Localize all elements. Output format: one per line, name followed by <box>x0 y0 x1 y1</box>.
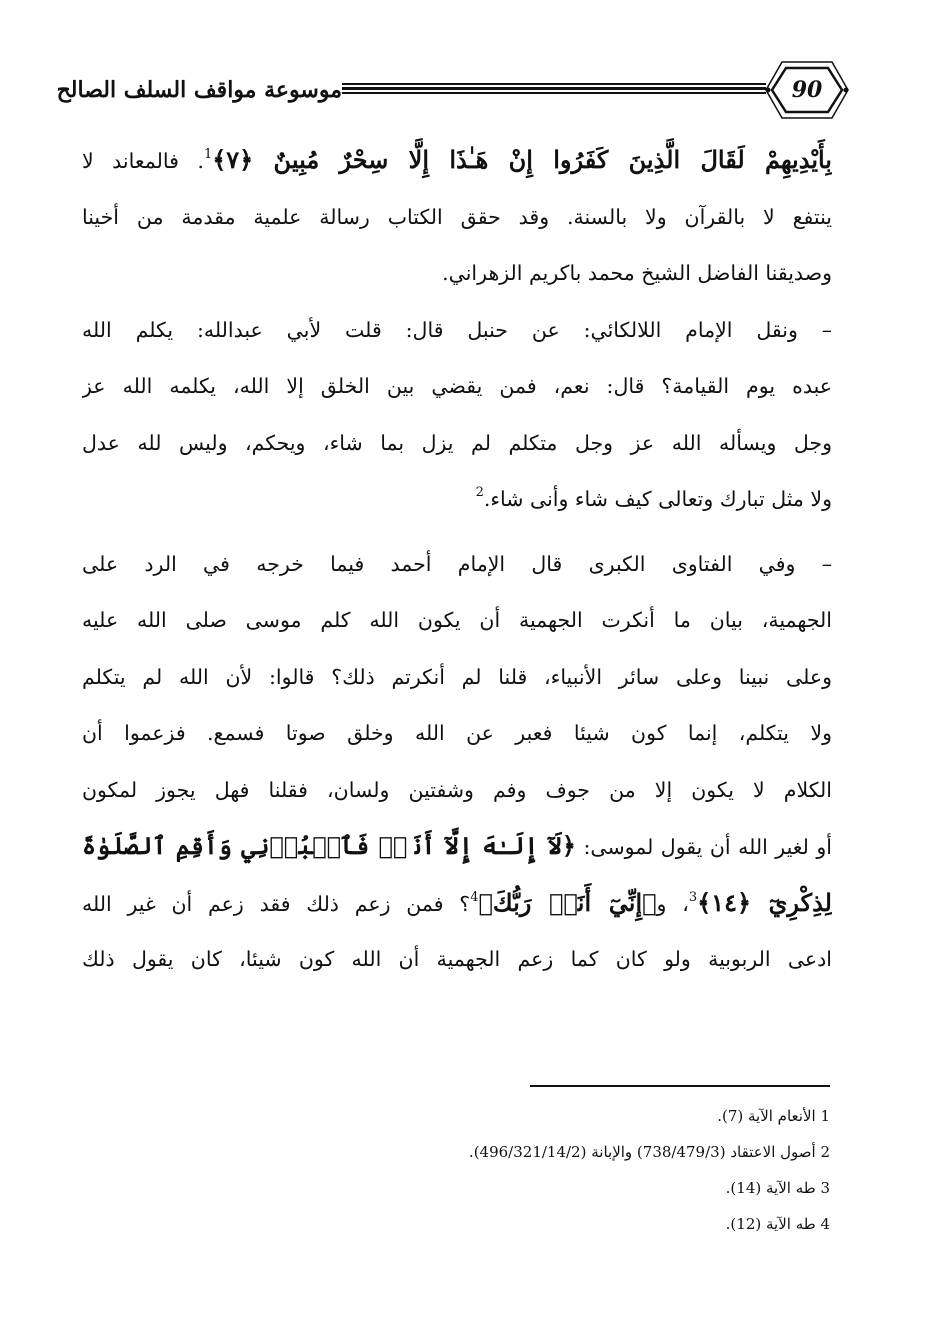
text-fragment: . فالمعاند لا <box>82 149 204 173</box>
text-line-3: وصديقنا الفاضل الشيخ محمد باكريم الزهراني. <box>442 261 832 285</box>
footnote-ref: 1 <box>203 147 213 162</box>
page-number-badge <box>764 56 850 124</box>
text-line-4: – ونقل الإمام اللالكائي: عن حنبل قال: قلت لأبي عبدالله: يكلم الله <box>82 317 832 342</box>
header-rule <box>342 83 766 95</box>
footnotes <box>300 1098 830 1242</box>
footnote-1: 1 الأنعام الآية (7). <box>717 1107 830 1125</box>
text-line-12: الكلام لا يكون إلا من جوف وفم وشفتين ولسان، فقلنا فهل يجوز لمكون <box>82 777 832 802</box>
text-line-14 <box>82 875 832 932</box>
text-line-2: ينتفع لا بالقرآن ولا بالسنة. وقد حقق الكتاب رسالة علمية مقدمة من أخينا <box>82 204 832 229</box>
quran-verse: ﴿لَآ إِلَـٰهَ إِلَّآ أَنَا۠ فَٱعۡبُدۡنِي وَأَقِمِ ٱلصَّلَوٰةَ <box>82 831 576 860</box>
text-line-9: الجهمية، بيان ما أنكرت الجهمية أن يكون الله كلم موسى صلى الله عليه <box>82 608 832 632</box>
footnote-ref: 4 <box>470 889 479 905</box>
text-line-13 <box>82 818 832 875</box>
text-fragment: أو لغير الله أن يقول لموسى: <box>583 835 832 859</box>
footnote-ref: 2 <box>475 485 484 500</box>
footnote-ref: 3 <box>688 889 698 905</box>
text-line-5: عبده يوم القيامة؟ قال: نعم، فمن يقضي بين الخلق إلا الله، يكلمه الله عز <box>82 374 832 398</box>
text-line-1 <box>82 132 832 189</box>
page-number: 90 <box>791 77 823 103</box>
quran-verse: ﴿إِنِّيٓ أَنَا۠ رَبُّكَ﴾ <box>478 887 657 917</box>
book-title: موسوعة مواقف السلف الصالح <box>56 77 342 103</box>
page-header <box>56 56 850 136</box>
text-line-8: – وفي الفتاوى الكبرى قال الإمام أحمد فيما خرجه في الرد على <box>82 551 832 576</box>
footnote-4: 4 طه الآية (12). <box>725 1215 830 1233</box>
text-line-7 <box>82 471 832 528</box>
text-line-15: ادعى الربوبية ولو كان كما زعم الجهمية أن الله كون شيئا، كان يقول ذلك <box>82 947 832 971</box>
body-text <box>82 132 832 988</box>
quran-verse: بِأَيْدِيهِمْ لَقَالَ الَّذِينَ كَفَرُوا إِنْ هَـٰذَا إِلَّا سِحْرٌ مُبِينٌ ﴿٧﴾ <box>212 145 832 174</box>
footnote-separator <box>530 1085 830 1087</box>
footnote-2: 2 أصول الاعتقاد (738/479/3) والإبانة (496/321/14/2). <box>468 1143 830 1161</box>
quran-verse: لِذِكْرِيٓ ﴿١٤﴾ <box>697 887 832 917</box>
text-line-10: وعلى نبينا وعلى سائر الأنبياء، قلنا لم أنكرتم ذلك؟ قالوا: لأن الله لم يتكلم <box>82 664 832 689</box>
text-fragment: ، و <box>656 891 689 916</box>
text-line-6: وجل ويسأله الله عز وجل متكلم لم يزل بما شاء، ويحكم، وليس لله عدل <box>82 430 832 455</box>
text-fragment: ولا مثل تبارك وتعالى كيف شاء وأنى شاء. <box>483 487 832 511</box>
footnote-3: 3 طه الآية (14). <box>725 1179 830 1197</box>
text-line-11: ولا يتكلم، إنما كون شيئا فعبر عن الله وخلق صوتا فسمع. فزعموا أن <box>82 721 832 745</box>
text-fragment: ؟ فمن زعم ذلك فقد زعم أن غير الله <box>82 891 471 916</box>
